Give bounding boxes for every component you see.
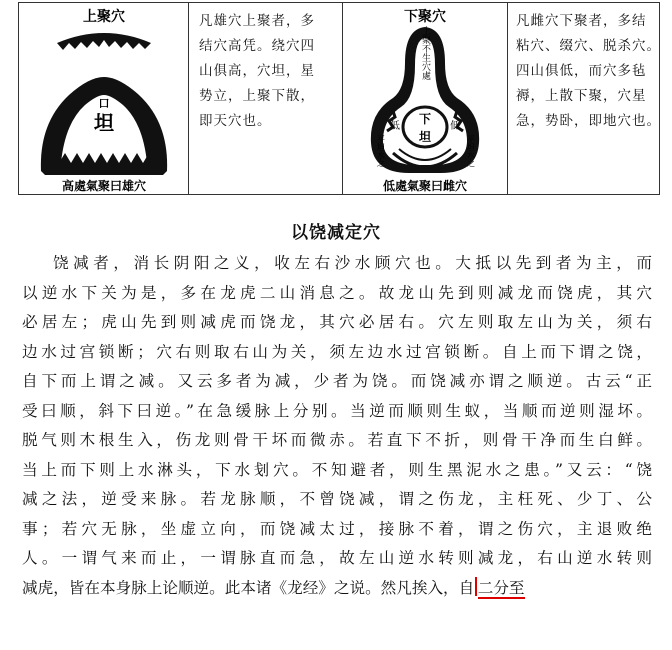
upper-cavity-label: 上聚穴 [83,9,125,25]
text-before-cursor: 减虎，皆在本身脉上论顺逆。此本诸《龙经》之说。然凡挨入，自 [22,578,475,597]
paragraph-line: 饶减者，消长阴阳之义，收左右沙水顾穴也。大抵以先到者为主，而 [53,254,652,272]
desc-line: 粘穴、缀穴、脱杀穴。 [516,38,661,54]
lower-cavity-caption: 低處氣聚曰雌穴 [382,179,468,193]
paragraph-line: 脱气则木根生入，伤龙则骨干坏而微赤。若直下不折，则骨干净而生白鲜。 [22,431,652,449]
upper-cavity-drawing [19,3,189,196]
flat-char: 坦 [418,130,432,144]
paragraph-line: 人。一谓气来而止，一谓脉直而急，故左山逆水转则减龙，右山逆水转则 [22,549,652,567]
desc-line: 即天穴也。 [199,113,272,129]
lower-cavity-label: 下聚穴 [404,9,446,25]
text-after-cursor: 二分至 [477,578,525,597]
mouth-char: 口 [98,97,110,110]
desc-line: 山俱高，穴坦，星 [199,63,315,79]
desc-line: 凡雌穴下聚者，多结 [516,13,647,29]
low-right-char: 低 [450,121,460,132]
desc-line: 结穴高凭。绕穴四 [199,38,315,54]
section-title: 以饶减定穴 [291,223,381,243]
upper-cavity-caption: 高處氣聚曰雄穴 [61,179,147,193]
right-water-note: 平坦水之 [466,135,476,167]
lower-cavity-description [508,3,659,194]
paragraph-line: 边水过宫锁断；穴右则取右山为关，须左边水过宫锁断。自上而下谓之饶， [22,342,652,361]
text-cursor[interactable] [475,577,477,596]
lower-cavity-drawing [343,3,508,196]
paragraph-line: 当上而下则上水淋头，下水刬穴。不知避者，则生黑泥水之患。”又云：“饶 [22,460,652,479]
lower-char: 下 [418,112,432,126]
paragraph-line: 受曰顺，斜下曰逆。”在急缓脉上分别。当逆而顺则生蚁，当顺而逆则湿坏。 [22,401,652,420]
desc-line: 四山俱低，而穴多毡 [516,63,647,79]
paragraph-line: 自下而上谓之减。又云多者为减，少者为饶。而饶减亦谓之顺逆。古云“正 [22,372,652,390]
paragraph-line: 事；若穴无脉，坐虚立向，而饶减太过，接脉不着，谓之伤穴，主退败绝 [22,519,652,538]
desc-line: 褥，上散下聚，穴星 [516,88,647,104]
lower-cavity-illustration [343,3,508,194]
low-left-char: 低 [390,121,400,132]
desc-line: 急，势卧，即地穴也。 [516,113,661,129]
figure-table [18,2,660,195]
paragraph-line: 以逆水下关为是，多在龙虎二山消息之。故龙山先到则减龙而饶虎，其穴 [22,283,652,302]
desc-line: 势立，上聚下散， [199,88,315,104]
upper-cavity-illustration [19,3,189,194]
vertical-note: 上聚不生穴處 [420,26,430,80]
flat-char: 坦 [94,111,114,135]
paragraph-line: 必居左；虎山先到则减虎而饶龙，其穴必居右。穴左则取左山为关，须右 [22,313,652,331]
desc-line: 凡雄穴上聚者，多 [199,13,315,29]
upper-cavity-description [189,3,343,194]
left-water-note: 平坦水之 [376,135,386,167]
paragraph-line-with-cursor[interactable] [22,574,652,604]
article-body [22,249,652,603]
paragraph-line: 减之法，逆受来脉。若龙脉顺，不曾饶减，谓之伤龙，主枉死、少丁、公 [22,490,652,508]
